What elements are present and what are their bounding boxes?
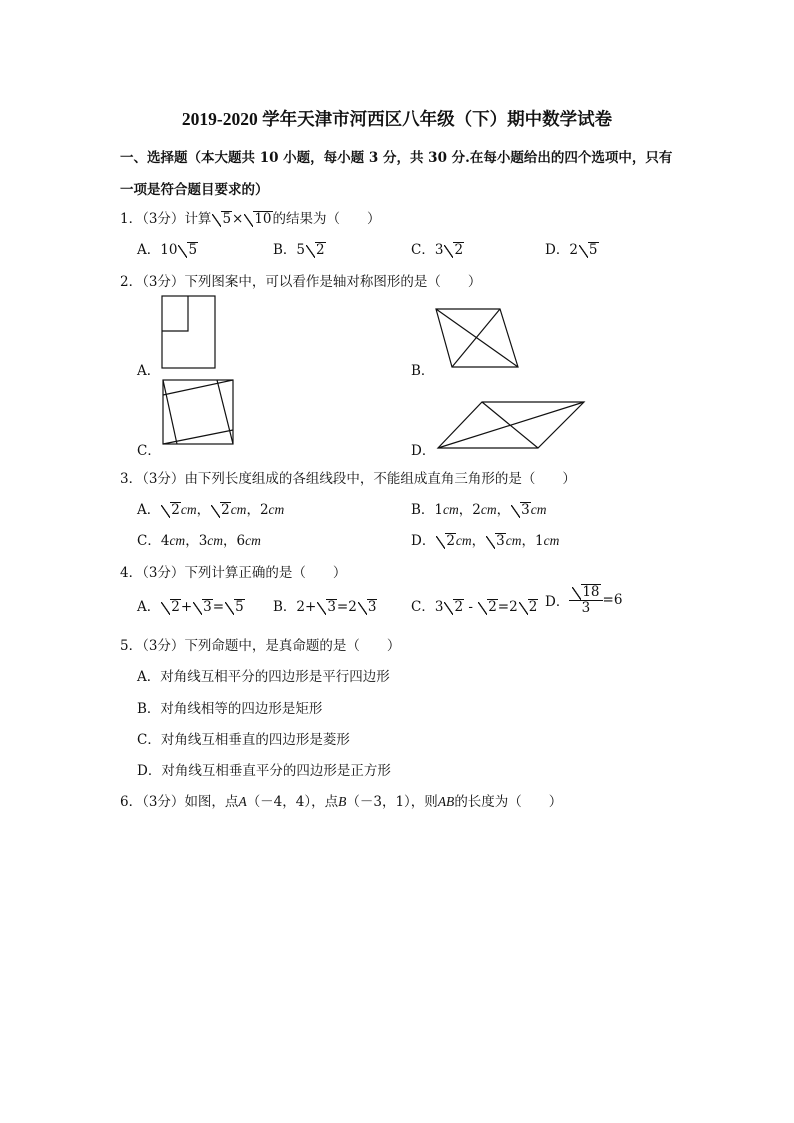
q3-option-a: A． 2cm， 2cm，2cm (137, 502, 285, 518)
q5-option-b: B．对角线相等的四边形是矩形 (137, 701, 323, 717)
sqrt-expression: 5 (212, 211, 232, 227)
question-number: 5． (120, 638, 143, 654)
q2-label-c: C． (137, 443, 161, 459)
q1-option-a: A．10 5 (137, 242, 198, 258)
question-number: 3． (120, 471, 143, 487)
q1-option-c: C．3 2 (411, 242, 464, 258)
q2-figure-c (159, 376, 237, 448)
section-heading-line2: 一项是符合题目要求的） (120, 182, 269, 198)
sqrt-expression: 10 (244, 211, 272, 227)
question-1: 1．（3分）计算 5× 10的结果为（ ） (120, 211, 381, 227)
question-score: （3分） (142, 794, 185, 810)
page-title: 2019-2020 学年天津市河西区八年级（下）期中数学试卷 (181, 109, 613, 129)
q1-option-b: B．5 2 (273, 242, 325, 258)
question-score: （3分） (142, 638, 185, 654)
question-number: 1． (120, 211, 143, 227)
question-score: （3分） (142, 565, 185, 581)
q3-option-d: D． 2cm， 3cm，1cm (411, 533, 560, 549)
q2-figure-b (432, 303, 524, 371)
q5-option-c: C．对角线互相垂直的四边形是菱形 (137, 732, 350, 748)
question-2: 2．（3分）下列图案中，可以看作是轴对称图形的是（ ） (120, 274, 482, 290)
q2-label-d: D． (411, 443, 436, 459)
q4-option-c: C．3 2 - 2=2 2 (411, 599, 538, 615)
question-number: 4． (120, 565, 143, 581)
question-score: （3分） (142, 211, 185, 227)
q5-option-a: A．对角线互相平分的四边形是平行四边形 (137, 669, 390, 685)
q2-figure-d (436, 396, 588, 452)
q2-figure-a (160, 294, 218, 370)
q2-label-b: B． (411, 363, 435, 379)
q4-option-b: B．2+ 3=2 3 (273, 599, 377, 615)
q3-option-b: B．1cm，2cm， 3cm (411, 502, 547, 518)
question-6: 6．（3分）如图，点A（－4，4），点B（－3，1），则AB的长度为（ ） (120, 794, 563, 810)
question-number: 2． (120, 274, 143, 290)
question-number: 6． (120, 794, 143, 810)
section-heading-line1: 一、选择题（本大题共 10 小题，每小题 3 分，共 30 分.在每小题给出的四个选项中，只有 (120, 150, 673, 166)
question-score: （3分） (142, 274, 185, 290)
question-score: （3分） (142, 471, 185, 487)
q2-label-a: A． (137, 363, 161, 379)
q1-option-d: D．2 5 (545, 242, 598, 258)
question-3: 3．（3分）由下列长度组成的各组线段中，不能组成直角三角形的是（ ） (120, 471, 576, 487)
q3-option-c: C．4cm，3cm，6cm (137, 533, 261, 549)
q5-option-d: D．对角线互相垂直平分的四边形是正方形 (137, 763, 391, 779)
q4-option-d: D． $\frac{18}{3}$ =6 (545, 584, 623, 616)
question-5: 5．（3分）下列命题中，是真命题的是（ ） (120, 638, 401, 654)
question-4: 4．（3分）下列计算正确的是（ ） (120, 565, 347, 581)
q4-option-a: A． 2+ 3= 5 (137, 599, 244, 615)
